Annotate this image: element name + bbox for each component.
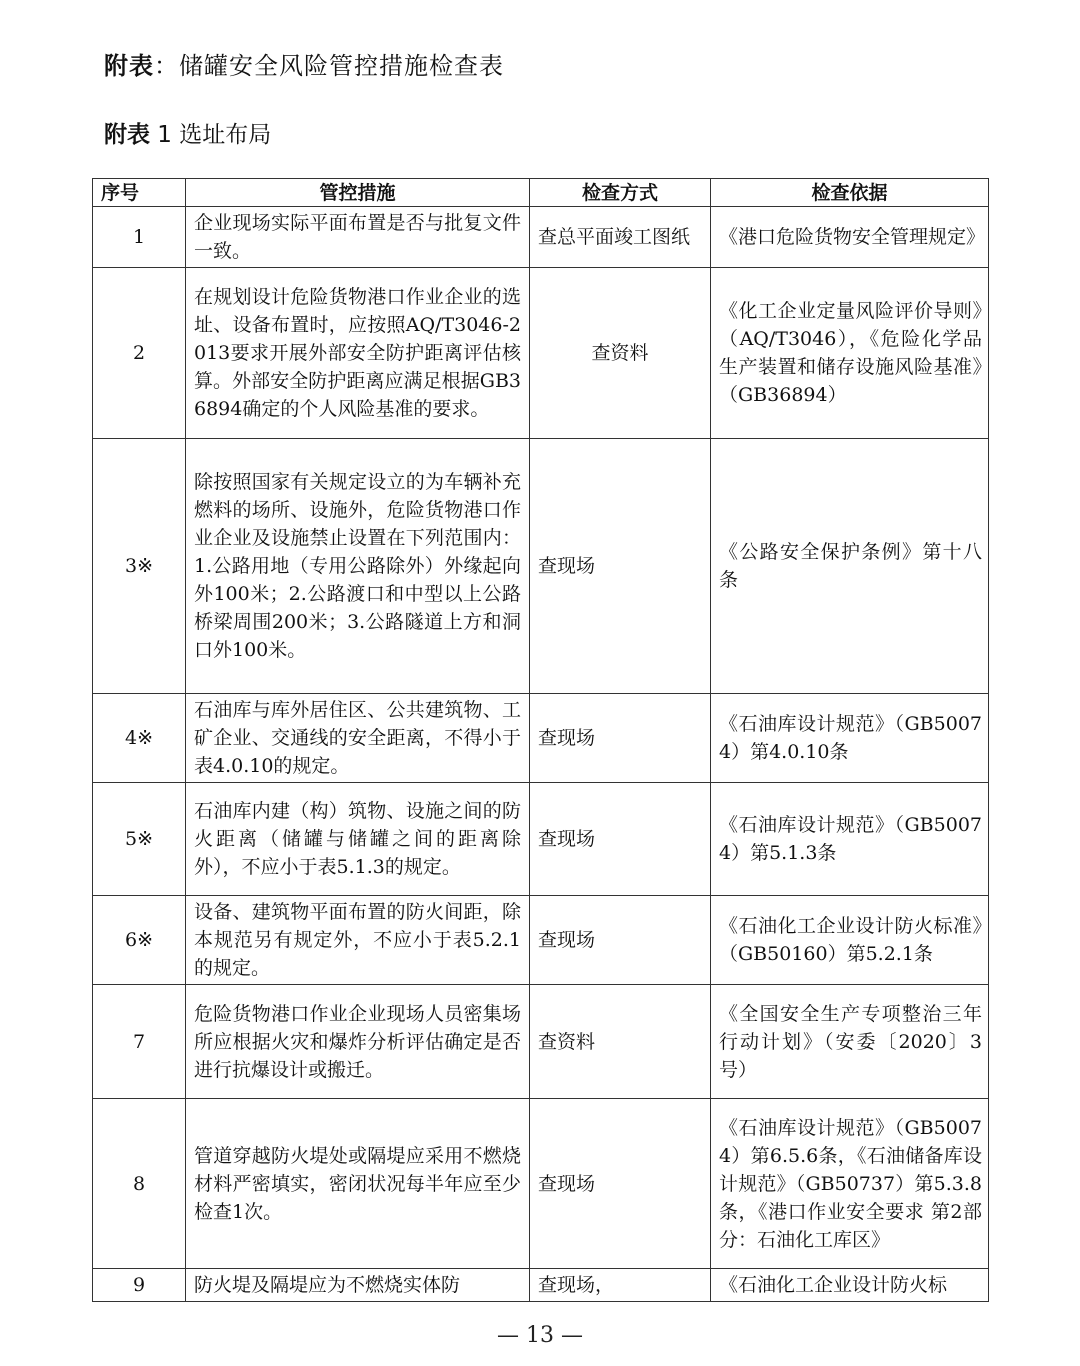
- title-separator: ：: [154, 52, 179, 80]
- row-method: 查总平面竣工图纸: [530, 207, 711, 268]
- title-text: 储罐安全风险管控措施检查表: [179, 52, 504, 80]
- row-no: 3※: [93, 439, 186, 694]
- row-method: 查现场: [530, 783, 711, 896]
- table-header-row: [93, 179, 989, 207]
- row-measure: 管道穿越防火堤处或隔堤应采用不燃烧材料严密填实，密闭状况每半年应至少检查1次。: [186, 1099, 530, 1269]
- row-measure: 石油库内建（构）筑物、设施之间的防火距离（储罐与储罐之间的距离除外），不应小于表5.1.3的规定。: [186, 783, 530, 896]
- section-title: [104, 116, 271, 149]
- row-no: 8: [93, 1099, 186, 1269]
- row-no: 1: [93, 207, 186, 268]
- row-basis: 《石油库设计规范》（GB50074）第4.0.10条: [711, 694, 989, 783]
- header-method: 检查方式: [530, 179, 711, 207]
- title-prefix: 附表: [104, 52, 154, 80]
- page-number: — 13 —: [497, 1323, 583, 1348]
- row-no: 7: [93, 985, 186, 1099]
- table-row: [93, 1099, 989, 1269]
- table-row: [93, 985, 989, 1099]
- row-basis: 《全国安全生产专项整治三年行动计划》（安委〔2020〕3号）: [711, 985, 989, 1099]
- row-measure: 防火堤及隔堤应为不燃烧实体防: [186, 1269, 530, 1302]
- row-basis: 《石油化工企业设计防火标: [711, 1269, 989, 1302]
- table-row: [93, 1269, 989, 1302]
- section-number: 1: [150, 122, 180, 148]
- table-row: [93, 439, 989, 694]
- row-basis: 《化工企业定量风险评价导则》（AQ/T3046），《危险化学品生产装置和储存设施风险基准》（GB36894）: [711, 268, 989, 439]
- row-method: 查现场: [530, 694, 711, 783]
- row-no: 2: [93, 268, 186, 439]
- table-row: [93, 896, 989, 985]
- row-method: 查资料: [530, 268, 711, 439]
- inspection-table: [92, 178, 989, 1302]
- header-no: 序号: [93, 179, 186, 207]
- row-measure: 危险货物港口作业企业现场人员密集场所应根据火灾和爆炸分析评估确定是否进行抗爆设计或搬迁。: [186, 985, 530, 1099]
- row-no: 9: [93, 1269, 186, 1302]
- row-basis: 《公路安全保护条例》第十八条: [711, 439, 989, 694]
- row-measure: 设备、建筑物平面布置的防火间距，除本规范另有规定外，不应小于表5.2.1的规定。: [186, 896, 530, 985]
- row-basis: 《港口危险货物安全管理规定》: [711, 207, 989, 268]
- row-no: 4※: [93, 694, 186, 783]
- row-method: 查资料: [530, 985, 711, 1099]
- row-measure: 在规划设计危险货物港口作业企业的选址、设备布置时，应按照AQ/T3046-2013要求开展外部安全防护距离评估核算。外部安全防护距离应满足根据GB36894确定的个人风险基准的要求。: [186, 268, 530, 439]
- row-no: 5※: [93, 783, 186, 896]
- table-row: [93, 207, 989, 268]
- row-method: 查现场，: [530, 1269, 711, 1302]
- header-measure: 管控措施: [186, 179, 530, 207]
- row-measure: 石油库与库外居住区、公共建筑物、工矿企业、交通线的安全距离，不得小于表4.0.10的规定。: [186, 694, 530, 783]
- row-measure: 企业现场实际平面布置是否与批复文件一致。: [186, 207, 530, 268]
- row-no: 6※: [93, 896, 186, 985]
- header-basis: 检查依据: [711, 179, 989, 207]
- table-row: [93, 783, 989, 896]
- table-row: [93, 268, 989, 439]
- row-basis: 《石油库设计规范》（GB50074）第5.1.3条: [711, 783, 989, 896]
- row-basis: 《石油化工企业设计防火标准》（GB50160）第5.2.1条: [711, 896, 989, 985]
- row-method: 查现场: [530, 1099, 711, 1269]
- row-method: 查现场: [530, 439, 711, 694]
- section-prefix: 附表: [104, 122, 150, 148]
- section-text: 选址布局: [179, 122, 272, 148]
- table-row: [93, 694, 989, 783]
- row-basis: 《石油库设计规范》（GB50074）第6.5.6条，《石油储备库设计规范》（GB50737）第5.3.8条，《港口作业安全要求 第2部分：石油化工库区》: [711, 1099, 989, 1269]
- row-method: 查现场: [530, 896, 711, 985]
- row-measure: 除按照国家有关规定设立的为车辆补充燃料的场所、设施外，危险货物港口作业企业及设施禁止设置在下列范围内：1.公路用地（专用公路除外）外缘起向外100米；2.公路渡口和中型以上公路桥梁周围200米；3.公路隧道上方和洞口外100米。: [186, 439, 530, 694]
- page-title: [104, 46, 504, 81]
